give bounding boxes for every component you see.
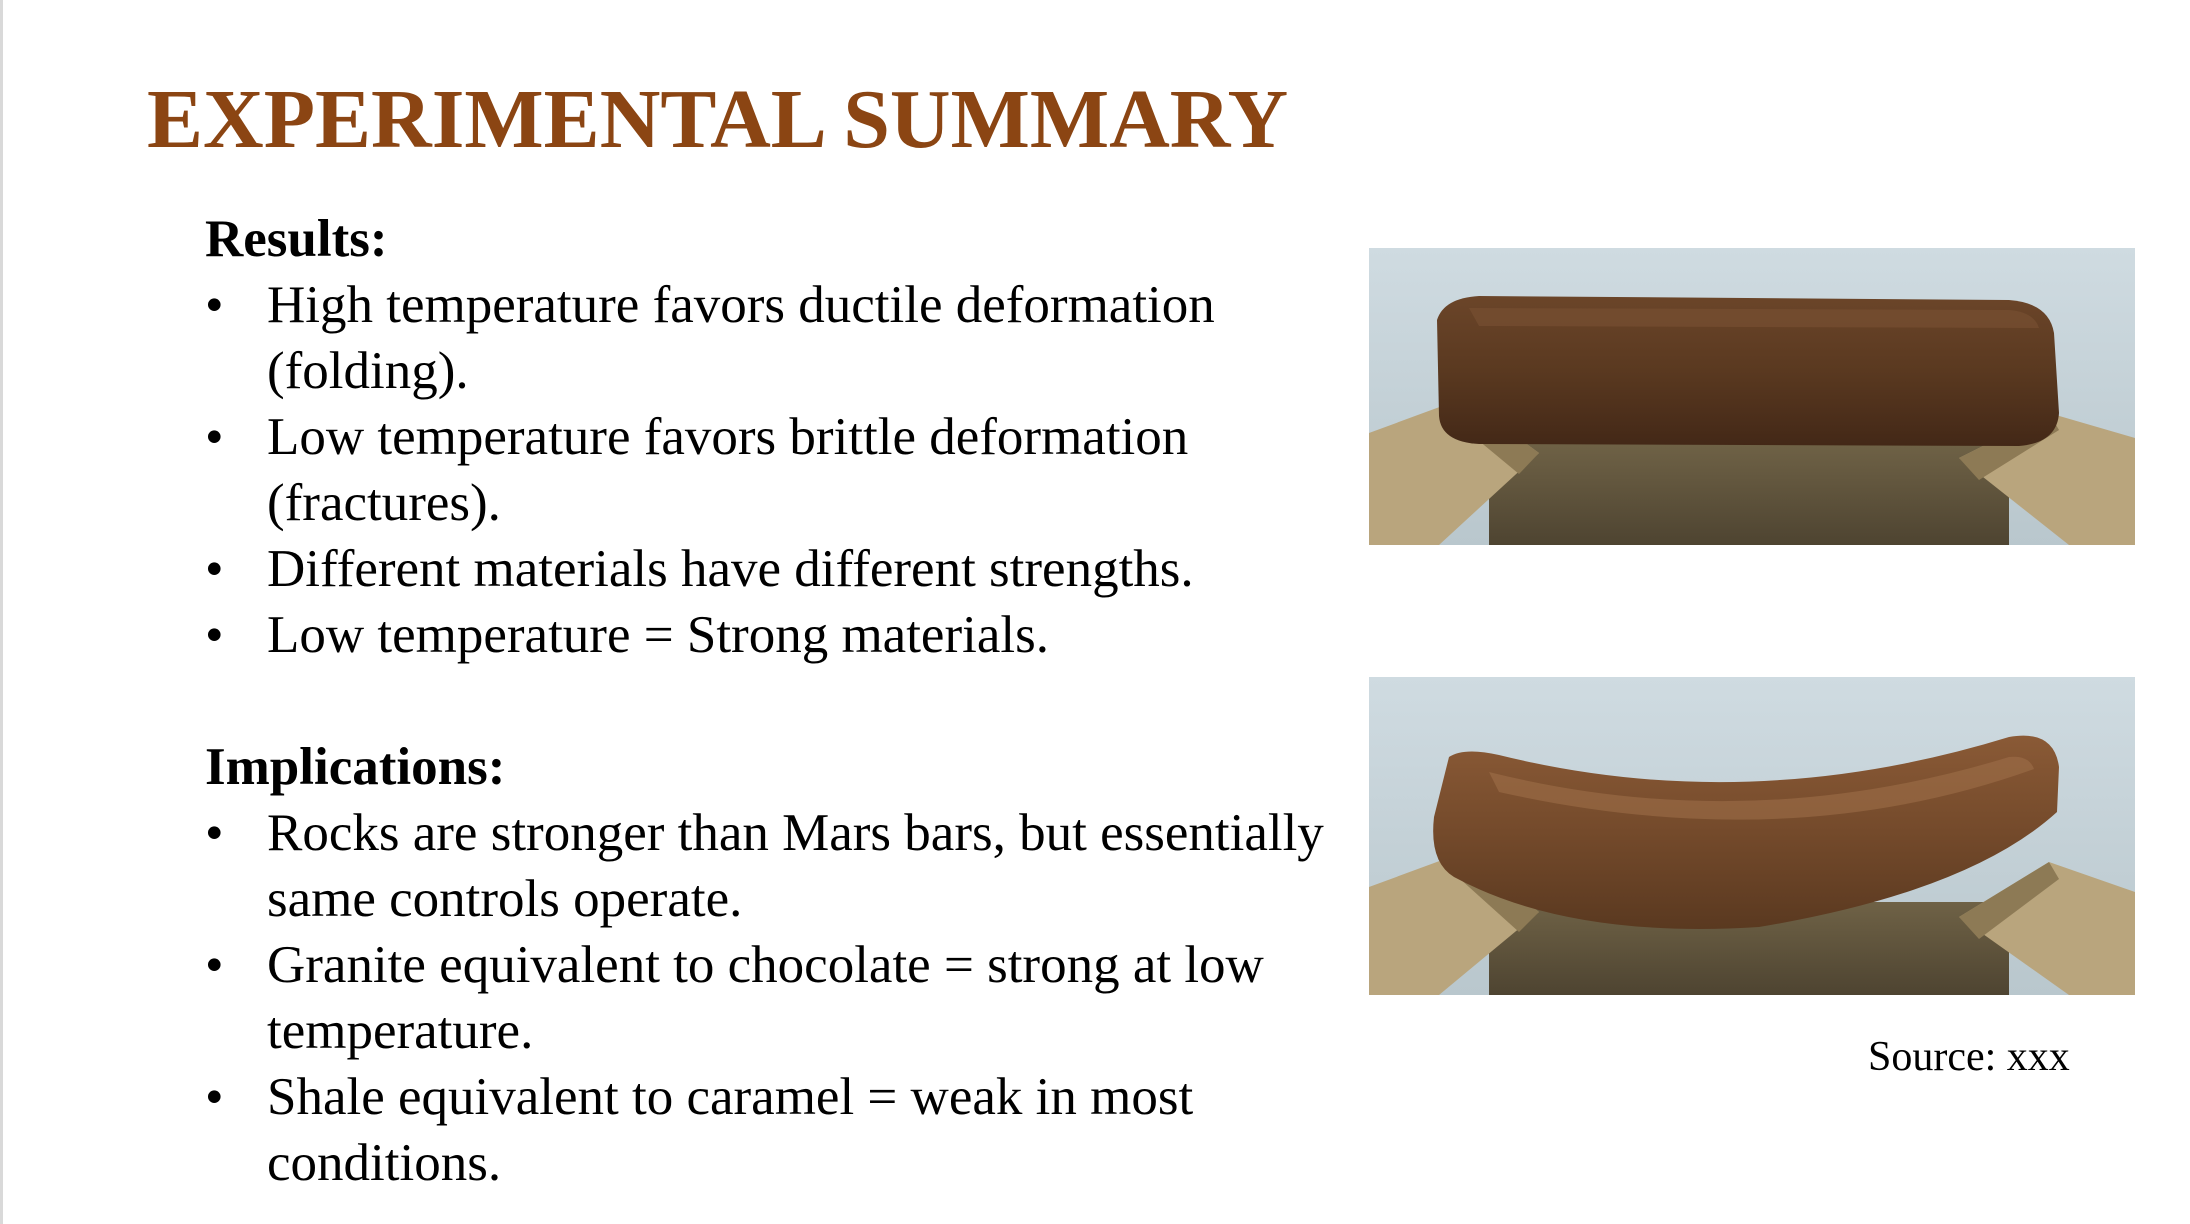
bullet-text: Low temperature favors brittle deformation (fractures). (267, 408, 1189, 532)
bar-highlight (1469, 308, 2039, 328)
bullet-text: High temperature favors ductile deformation (folding). (267, 276, 1215, 400)
list-item (205, 272, 1365, 404)
list-item (205, 404, 1365, 536)
bullet-icon: • (205, 1068, 224, 1126)
bullet-icon: • (205, 606, 224, 664)
results-list (205, 272, 1365, 668)
slide-left-edge (0, 0, 3, 1224)
list-item (205, 800, 1365, 932)
list-item (205, 1064, 1365, 1196)
bullet-icon: • (205, 936, 224, 994)
floor-shadow (1489, 443, 2009, 545)
implications-heading: Implications: (205, 738, 506, 796)
list-item (205, 932, 1365, 1064)
bent-bar-photo (1369, 677, 2135, 995)
bullet-icon: • (205, 408, 224, 466)
section-spacer (205, 668, 1365, 734)
bullet-text: Rocks are stronger than Mars bars, but essentially same controls operate. (267, 804, 1324, 928)
slide-content (205, 206, 1365, 1196)
list-item (205, 602, 1365, 668)
implications-list (205, 800, 1365, 1196)
list-item (205, 536, 1365, 602)
straight-bar-photo (1369, 248, 2135, 545)
source-caption: Source: xxx (1868, 1034, 2070, 1080)
slide-title: EXPERIMENTAL SUMMARY (147, 73, 1289, 166)
bullet-icon: • (205, 276, 224, 334)
bullet-text: Granite equivalent to chocolate = strong at low temperature. (267, 936, 1264, 1060)
bullet-text: Low temperature = Strong materials. (267, 606, 1049, 664)
bullet-text: Different materials have different strengths. (267, 540, 1194, 598)
bullet-icon: • (205, 804, 224, 862)
results-heading: Results: (205, 210, 388, 268)
bullet-text: Shale equivalent to caramel = weak in most conditions. (267, 1068, 1194, 1192)
bullet-icon: • (205, 540, 224, 598)
